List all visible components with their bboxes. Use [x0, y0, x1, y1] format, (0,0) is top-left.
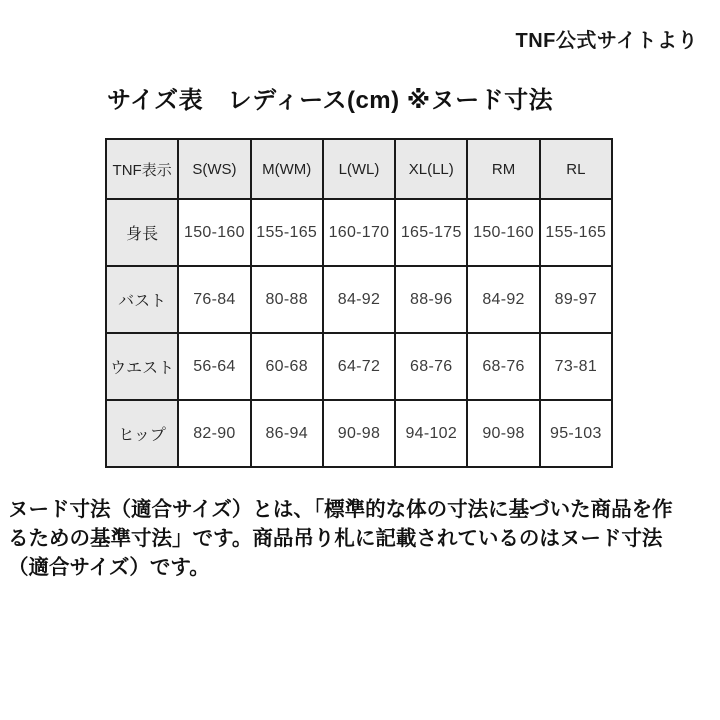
size-header-cell: RL	[540, 139, 612, 199]
value-cell: 90-98	[323, 400, 395, 467]
row-label-cell: バスト	[106, 266, 178, 333]
footnote-line: るための基準寸法」です。商品吊り札に記載されているのはヌード寸法	[8, 527, 663, 550]
value-cell: 68-76	[395, 333, 467, 400]
size-header-cell: RM	[467, 139, 539, 199]
row-label-cell: ヒップ	[106, 400, 178, 467]
footnote-line: ヌード寸法（適合サイズ）とは、「標準的な体の寸法に基づいた商品を作	[8, 498, 673, 521]
value-cell: 84-92	[467, 266, 539, 333]
value-cell: 90-98	[467, 400, 539, 467]
value-cell: 94-102	[395, 400, 467, 467]
size-header-cell: S(WS)	[178, 139, 250, 199]
value-cell: 60-68	[251, 333, 323, 400]
corner-header-cell: TNF表示	[106, 139, 178, 199]
value-cell: 95-103	[540, 400, 612, 467]
table-row	[106, 400, 612, 467]
value-cell: 160-170	[323, 199, 395, 266]
value-cell: 88-96	[395, 266, 467, 333]
size-header-cell: XL(LL)	[395, 139, 467, 199]
size-header-cell: M(WM)	[251, 139, 323, 199]
header-row	[106, 139, 612, 199]
value-cell: 150-160	[467, 199, 539, 266]
page-title: サイズ表 レディース(cm) ※ヌード寸法	[107, 87, 554, 114]
value-cell: 155-165	[251, 199, 323, 266]
value-cell: 64-72	[323, 333, 395, 400]
value-cell: 150-160	[178, 199, 250, 266]
value-cell: 73-81	[540, 333, 612, 400]
size-header-cell: L(WL)	[323, 139, 395, 199]
table-row	[106, 266, 612, 333]
value-cell: 56-64	[178, 333, 250, 400]
size-table	[105, 138, 613, 468]
footnote-line: （適合サイズ）です。	[8, 556, 210, 579]
footnote	[8, 495, 718, 582]
value-cell: 80-88	[251, 266, 323, 333]
row-label-cell: 身長	[106, 199, 178, 266]
row-label-cell: ウエスト	[106, 333, 178, 400]
table-row	[106, 199, 612, 266]
value-cell: 155-165	[540, 199, 612, 266]
value-cell: 68-76	[467, 333, 539, 400]
source-note: TNF公式サイトより	[515, 30, 698, 52]
table-row	[106, 333, 612, 400]
value-cell: 84-92	[323, 266, 395, 333]
value-cell: 86-94	[251, 400, 323, 467]
value-cell: 76-84	[178, 266, 250, 333]
value-cell: 82-90	[178, 400, 250, 467]
value-cell: 165-175	[395, 199, 467, 266]
value-cell: 89-97	[540, 266, 612, 333]
